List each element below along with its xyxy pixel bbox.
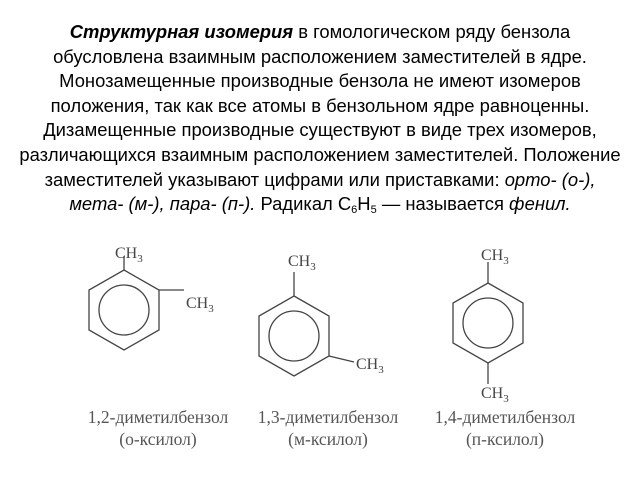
o-xylene-ch3-right: $CH_3$ (186, 295, 214, 315)
m-xylene-bond-2 (329, 356, 354, 362)
term-structural-isomerism: Структурная изомерия (69, 21, 294, 42)
o-xylene-ch3-top: $CH_3$ (115, 245, 143, 265)
p-xylene-name: 1,4-диметилбензол (434, 407, 576, 427)
m-xylene-name: 1,3-диметилбензол (257, 407, 399, 427)
o-xylene-aromatic-circle (99, 285, 149, 335)
p-xylene-caption (420, 406, 590, 450)
paragraph-text-2: Радикал (255, 193, 338, 215)
p-xylene-ch3-bottom: $CH_3$ (481, 385, 509, 405)
p-xylene-aromatic-circle (463, 298, 513, 348)
p-xylene-ch3-top: $CH_3$ (481, 247, 509, 267)
term-phenyl: фенил. (509, 193, 571, 215)
m-xylene-ch3-right: $CH_3$ (356, 356, 384, 376)
m-xylene-caption (248, 406, 408, 450)
m-xylene-ch3-top: $CH_3$ (288, 253, 316, 273)
o-xylene-trivial-name: (о-ксилол) (119, 429, 197, 449)
o-xylene-structure (89, 256, 184, 350)
paragraph-text-1: в гомологическом ряду бензола обусловлена взаимным расположением заместителей в ядре. Монозамещенные производные бензола не имеют изомеров положения, так как все атомы в бензольном ядре равноценны. Дизамещенные производные существуют в виде трех изомеров, различающихся взаимным расположением заместителей. Положение заместителей указывают цифрами или приставками: (19, 21, 621, 190)
m-xylene-trivial-name: (м-ксилол) (288, 429, 368, 449)
o-xylene-caption (78, 406, 238, 450)
o-xylene-name: 1,2-диметилбензол (87, 407, 229, 427)
p-xylene-trivial-name: (п-ксилол) (465, 429, 545, 449)
m-xylene-aromatic-circle (269, 311, 319, 361)
m-xylene-structure (259, 272, 354, 376)
isomer-prefixes: орто- (о-), мета- (м-), пара- (п-). (69, 168, 596, 215)
p-xylene-structure (453, 262, 523, 384)
radical-formula: $C_6H_5$ (337, 193, 377, 217)
paragraph-text-3: — называется (376, 193, 510, 215)
